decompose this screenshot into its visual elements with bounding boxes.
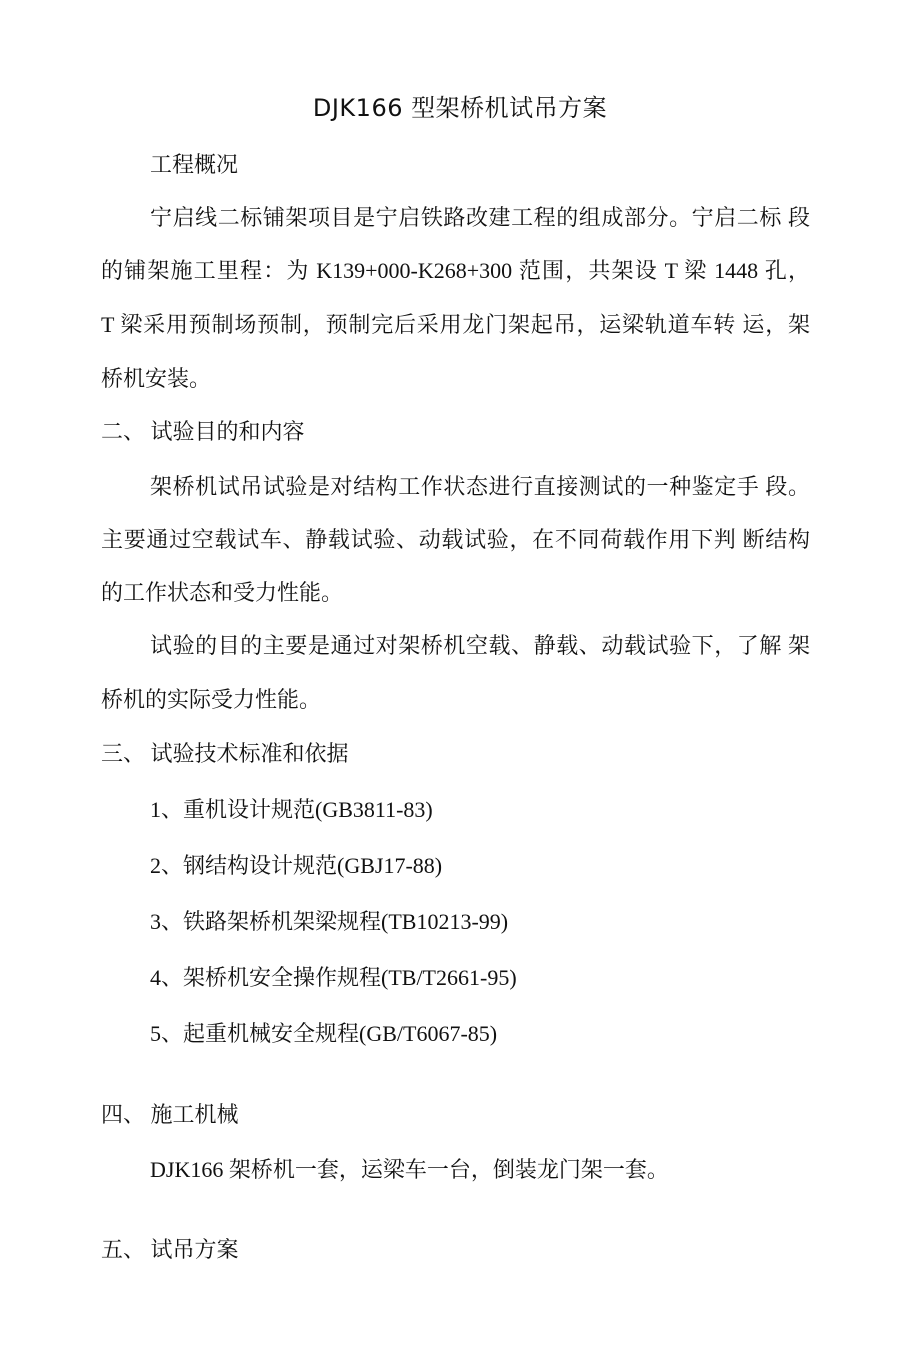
- standard-item: 3、铁路架桥机架梁规程(TB10213-99): [150, 909, 509, 934]
- overview-line-2: 的铺架施工里程：为 K139+000-K268+300 范围，共架设 T 梁 1448 孔，: [101, 258, 810, 283]
- purpose-para2-line-1: 试验的目的主要是通过对架桥机空载、静载、动载试验下，了解 架: [150, 633, 810, 658]
- purpose-para2-line-2: 桥机的实际受力性能。: [101, 687, 322, 712]
- standard-item: 1、重机设计规范(GB3811-83): [150, 797, 433, 822]
- document-title: DJK166 型架桥机试吊方案: [312, 94, 608, 122]
- overview-line-1: 宁启线二标铺架项目是宁启铁路改建工程的组成部分。宁启二标 段: [150, 205, 810, 230]
- machinery-line: DJK166 架桥机一套，运梁车一台，倒装龙门架一套。: [150, 1157, 669, 1182]
- standard-item: 5、起重机械安全规程(GB/T6067-85): [150, 1021, 498, 1046]
- purpose-para1-line-1: 架桥机试吊试验是对结构工作状态进行直接测试的一种鉴定手 段。: [150, 474, 810, 499]
- section-heading-standards: 三、 试验技术标准和依据: [101, 741, 349, 766]
- section-heading-test-plan: 五、 试吊方案: [101, 1237, 239, 1262]
- standard-item: 2、钢结构设计规范(GBJ17-88): [150, 853, 443, 878]
- purpose-para1-line-3: 的工作状态和受力性能。: [101, 580, 344, 605]
- purpose-para1-line-2: 主要通过空载试车、静载试验、动载试验，在不同荷载作用下判 断结构: [101, 527, 810, 552]
- section-heading-purpose: 二、 试验目的和内容: [101, 419, 305, 444]
- section-heading-machinery: 四、 施工机械: [101, 1102, 239, 1127]
- overview-line-4: 桥机安装。: [101, 366, 212, 391]
- standard-item: 4、架桥机安全操作规程(TB/T2661-95): [150, 965, 517, 990]
- section-heading-overview: 工程概况: [150, 152, 239, 177]
- overview-line-3: T 梁采用预制场预制，预制完后采用龙门架起吊，运梁轨道车转 运，架: [101, 312, 810, 337]
